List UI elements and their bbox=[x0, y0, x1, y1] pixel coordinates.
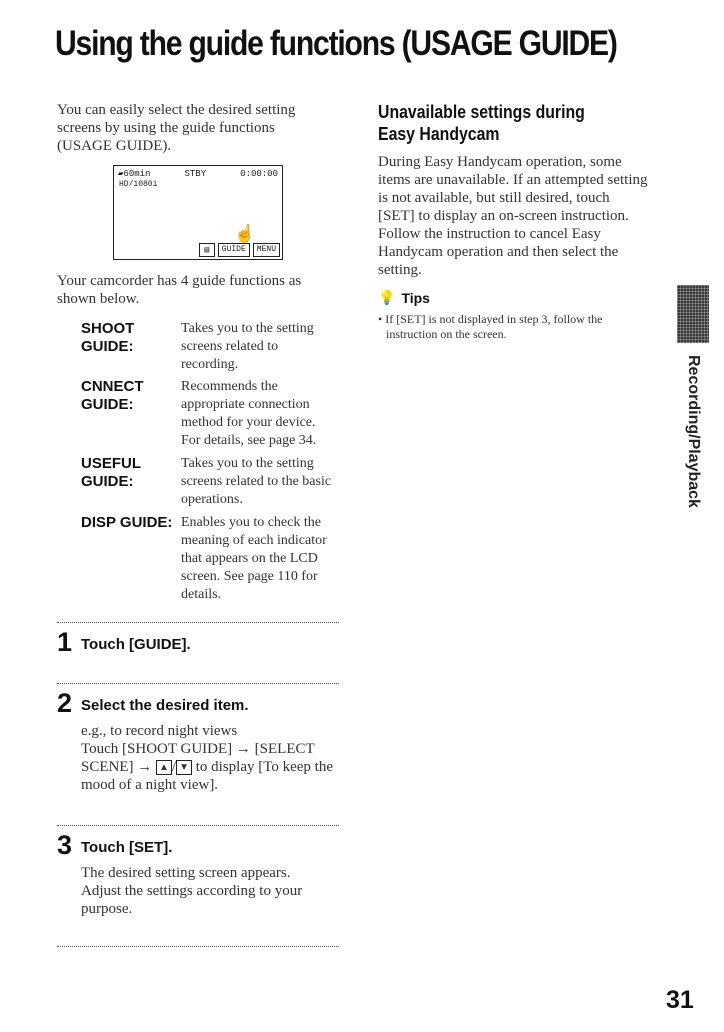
divider bbox=[57, 946, 339, 947]
section-marker bbox=[677, 285, 709, 343]
guide-term: USEFUL GUIDE: bbox=[81, 455, 141, 490]
step-number: 1 bbox=[57, 627, 73, 657]
step-heading: Touch [GUIDE]. bbox=[81, 636, 191, 653]
step-1 bbox=[57, 627, 342, 667]
battery-indicator: ▰60min bbox=[118, 169, 151, 179]
step-2 bbox=[57, 688, 342, 808]
guide-useful bbox=[81, 455, 341, 509]
battery-icon: ▰ bbox=[118, 169, 124, 179]
guide-button: GUIDE bbox=[218, 243, 250, 257]
step-instruction: Adjust the settings according to your purpose. bbox=[81, 883, 303, 917]
standby-status: STBY bbox=[184, 169, 207, 179]
guide-desc: Takes you to the setting screens related to recording. bbox=[181, 321, 314, 372]
playback-icon: ▤ bbox=[199, 243, 215, 257]
guide-desc: Enables you to check the meaning of each indicator that appears on the LCD screen. See page 110 for details. bbox=[181, 515, 327, 602]
lcd-screen-illustration bbox=[113, 165, 283, 260]
step-3 bbox=[57, 830, 342, 940]
tips-box bbox=[378, 289, 653, 342]
guide-term: CNNECT GUIDE: bbox=[81, 378, 144, 413]
down-arrow-icon: ▼ bbox=[176, 760, 192, 775]
guide-term: SHOOT GUIDE: bbox=[81, 320, 135, 355]
step-heading: Touch [SET]. bbox=[81, 839, 173, 856]
step-heading: Select the desired item. bbox=[81, 697, 249, 714]
guide-term: DISP GUIDE: bbox=[81, 514, 173, 531]
step-result: The desired setting screen appears. bbox=[81, 865, 291, 881]
recording-format: HD/1080i bbox=[119, 180, 158, 189]
step-number: 2 bbox=[57, 688, 73, 718]
counter: 0:00:00 bbox=[240, 169, 278, 179]
lightbulb-icon: 💡 bbox=[378, 289, 396, 305]
guide-shoot bbox=[81, 320, 341, 374]
step-instruction: Touch [SHOOT GUIDE] → [SELECT SCENE] → ▲ / ▼ to display [To keep the mood of a night view]. bbox=[81, 741, 333, 793]
divider bbox=[57, 825, 339, 826]
step-example: e.g., to record night views bbox=[81, 723, 238, 739]
step-number: 3 bbox=[57, 830, 73, 860]
section-heading: Unavailable settings during Easy Handycam bbox=[378, 102, 585, 144]
up-arrow-icon: ▲ bbox=[156, 760, 172, 775]
intro-text: You can easily select the desired setting screens by using the guide functions (USAGE GUIDE). bbox=[57, 102, 296, 154]
tip-item: • If [SET] is not displayed in step 3, follow the instruction on the screen. bbox=[378, 312, 603, 341]
tips-label: Tips bbox=[401, 289, 430, 306]
page-title: Using the guide functions (USAGE GUIDE) bbox=[55, 24, 617, 63]
guide-desc: Recommends the appropriate connection method for your device. For details, see page 34. bbox=[181, 379, 317, 448]
guide-disp bbox=[81, 514, 341, 604]
divider bbox=[57, 622, 339, 623]
guide-desc: Takes you to the setting screens related to the basic operations. bbox=[181, 456, 332, 507]
guide-intro: Your camcorder has 4 guide functions as shown below. bbox=[57, 273, 302, 307]
touch-hand-icon: ☝ bbox=[234, 224, 256, 243]
page-number: 31 bbox=[666, 986, 694, 1014]
section-tab: Recording/Playback bbox=[685, 355, 702, 508]
guide-connect bbox=[81, 378, 341, 450]
divider bbox=[57, 683, 339, 684]
section-body: During Easy Handycam operation, some items are unavailable. If an attempted setting is not available, but still desired, touch [SET] to display an on-screen instruction. Follow the instruction to cancel Easy Handycam operation and then select the setting. bbox=[378, 154, 648, 278]
menu-button: MENU bbox=[253, 243, 280, 257]
